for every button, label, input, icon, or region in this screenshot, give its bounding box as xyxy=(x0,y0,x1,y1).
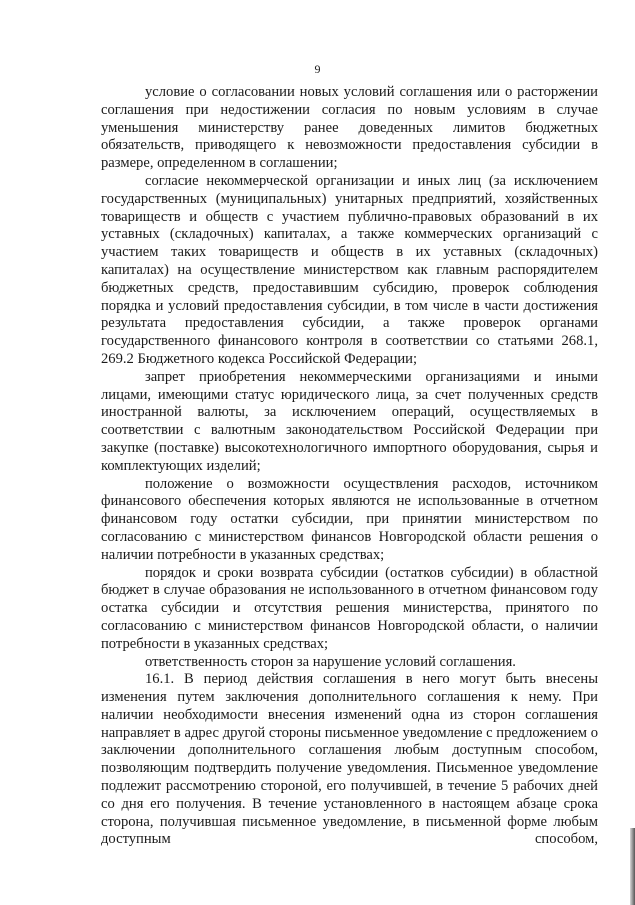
paragraph-agreement-terms: условие о согласовании новых условий соглашения или о расторжении соглашения при недостижении согласия по новым условиям в случае уменьшения министерству ранее доведенных лимитов бюджетных обязательств, приводящего к невозможности предоставления субсидии в размере, определенном в соглашении; xyxy=(101,84,598,172)
paragraph-subsidy-return-procedure: порядок и сроки возврата субсидии (остатков субсидии) в областной бюджет в случае образования не использованного в отчетном финансовом году остатка субсидии и отсутствия решения министерства, принятого по согласованию с министерством финансов Новгородской области, о наличии потребности в указанных средствах; xyxy=(101,564,598,652)
paragraph-foreign-currency-ban: запрет приобретения некоммерческими организациями и иными лицами, имеющими статус юридического лица, за счет полученных средств иностранной валюты, за исключением операций, осуществляемых в соответствии с валютным законодательством Российской Федерации при закупке (поставке) высокотехнологичного импортного оборудования, сырья и комплектующих изделий; xyxy=(101,368,598,474)
paragraph-16-1-amendments: 16.1. В период действия соглашения в него могут быть внесены изменения путем заключения дополнительного соглашения к нему. При наличии необходимости внесения изменений одна из сторон соглашения направляет в адрес другой стороны письменное уведомление с предложением о заключении дополнительного соглашения любым доступным способом, позволяющим подтвердить получение уведомления. Письменное уведомление подлежит рассмотрению стороной, его получившей, в течение 5 рабочих дней со дня его получения. В течение установленного в настоящем абзаце срока сторона, получившая письменное уведомление, в письменной форме любым доступным способом, xyxy=(101,671,598,848)
document-body xyxy=(101,84,598,849)
scan-edge-shadow xyxy=(630,828,635,905)
paragraph-unused-balance-expenses: положение о возможности осуществления расходов, источником финансового обеспечения которых являются не использованные в отчетном финансовом году остатки субсидии, при принятии министерством по согласованию с министерством финансов Новгородской области решения о наличии потребности в указанных средствах; xyxy=(101,475,598,563)
page-number: 9 xyxy=(314,62,321,76)
paragraph-consent-inspections: согласие некоммерческой организации и иных лиц (за исключением государственных (муниципальных) унитарных предприятий, хозяйственных товариществ и обществ с участием публично-правовых образований в их уставных (складочных) капиталах, а также коммерческих организаций с участием таких товариществ и обществ в их уставных (складочных) капиталах) на осуществление министерством как главным распорядителем бюджетных средств, предоставившим субсидию, проверок соблюдения порядка и условий предоставления субсидии, в том числе в части достижения результата предоставления субсидии, а также проверок органами государственного финансового контроля в соответствии со статьями 268.1, 269.2 Бюджетного кодекса Российской Федерации; xyxy=(101,172,598,367)
paragraph-liability: ответственность сторон за нарушение условий соглашения. xyxy=(145,653,516,670)
